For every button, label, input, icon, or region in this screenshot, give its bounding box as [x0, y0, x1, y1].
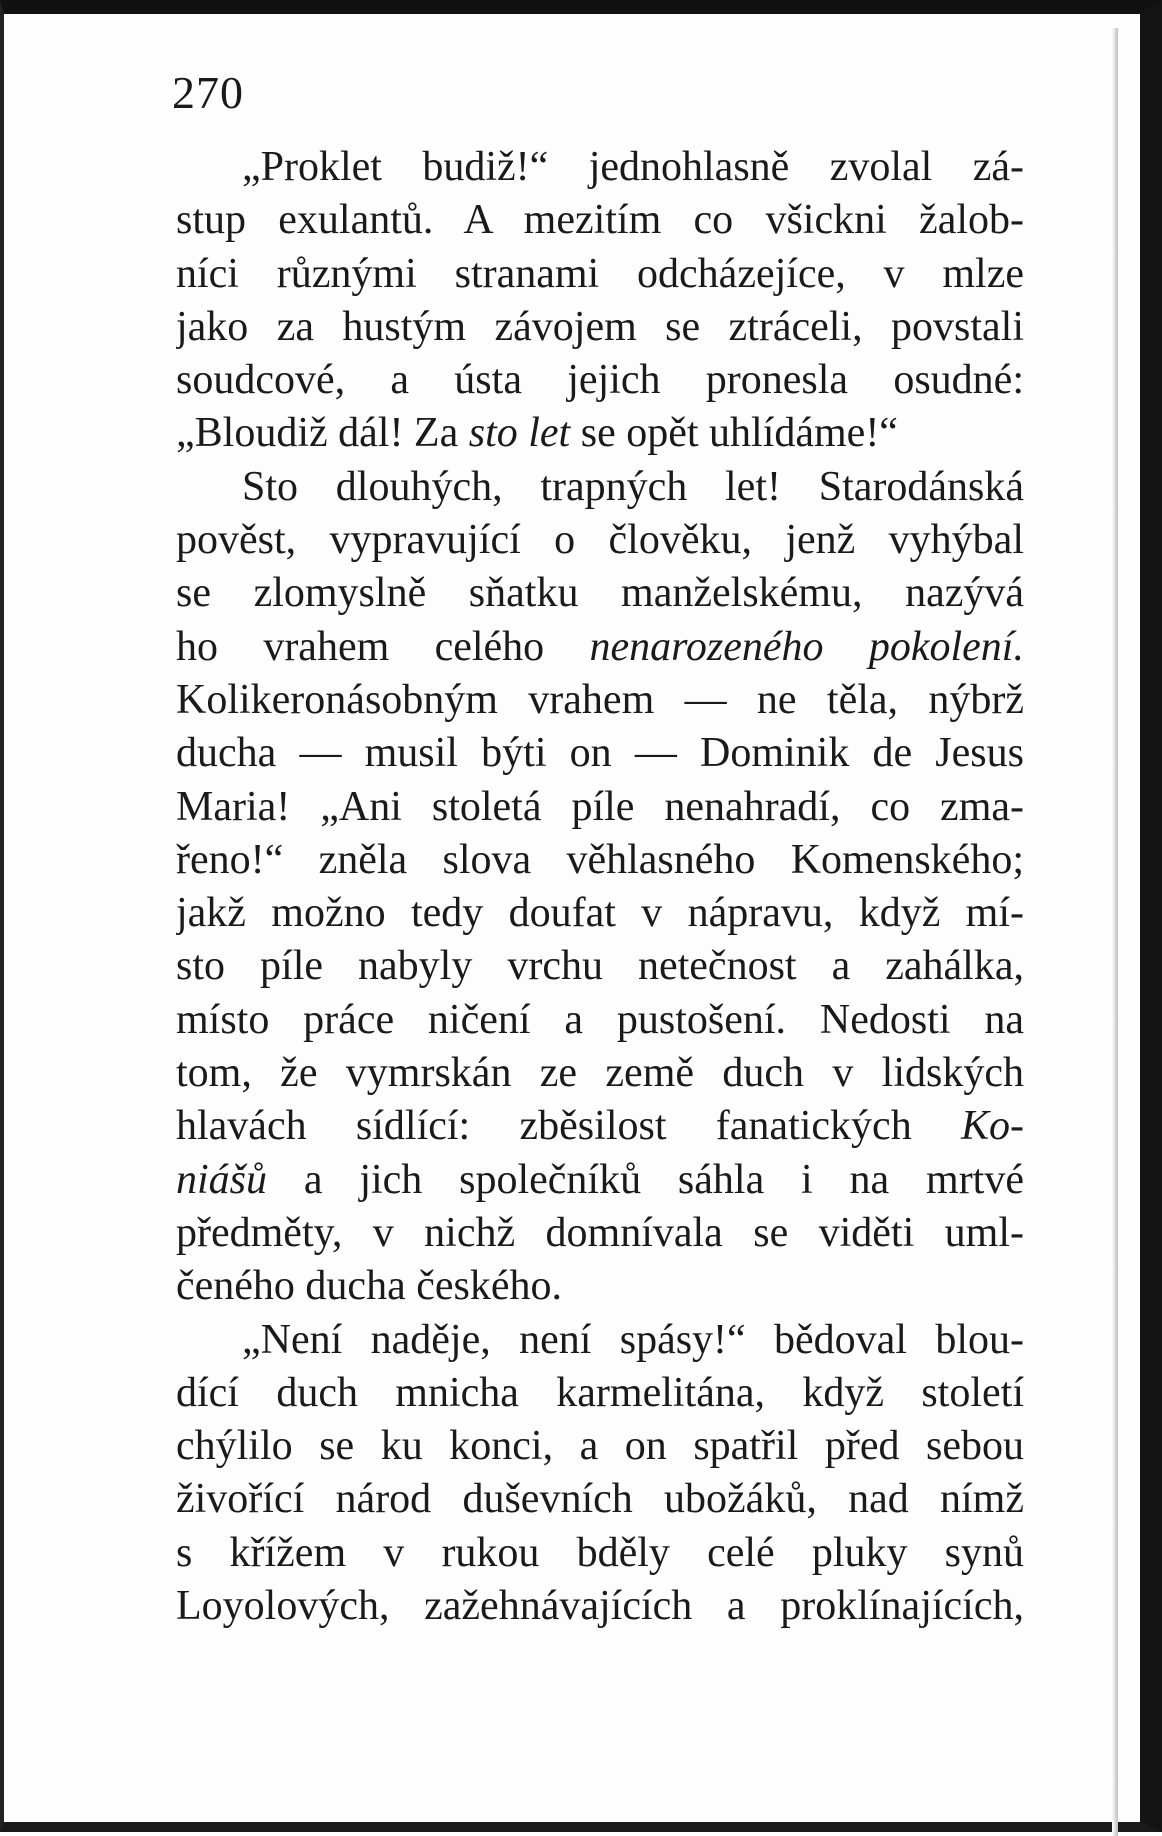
text-line [176, 1580, 1024, 1633]
text-run: „Bloudiž dál! Za [176, 410, 469, 457]
text-run: soudcové, a ústa jejich pronesla osudné: [176, 357, 1024, 404]
text-line [176, 248, 1024, 301]
text-line [176, 834, 1024, 887]
page-number: 270 [172, 67, 244, 118]
text-run: se zlomyslně sňatku manželskému, nazývá [176, 570, 1024, 617]
text-run: předměty, v nichž domnívala se viděti uml- [176, 1209, 1024, 1256]
text-line [176, 1314, 1024, 1367]
text-run: stup exulantů. A mezitím co všickni žalob- [176, 197, 1024, 244]
text-run: jako za hustým závojem se ztráceli, povstali [176, 303, 1024, 350]
text-line [176, 621, 1024, 674]
text-run: sto píle nabyly vrchu netečnost a zahálka, [176, 943, 1024, 990]
page-edge-shadow [1112, 28, 1118, 1836]
text-line [176, 1154, 1024, 1207]
text-run: „Není naděje, není spásy!“ bědoval blou- [242, 1316, 1024, 1363]
text-run: chýlilo se ku konci, a on spatřil před sebou [176, 1423, 1024, 1470]
italic-text: nenarozeného pokolení. [589, 623, 1024, 670]
text-line [176, 407, 1024, 460]
text-line [176, 301, 1024, 354]
text-run: tom, že vymrskán ze země duch v lidských [176, 1050, 1024, 1097]
text-run: ducha — musil býti on — Dominik de Jesus [176, 730, 1024, 777]
text-line [176, 1260, 1024, 1313]
text-run: dící duch mnicha karmelitána, když století [176, 1369, 1024, 1416]
italic-text: niášů [176, 1156, 268, 1203]
text-line [176, 461, 1024, 514]
text-run: se opět uhlídáme!“ [570, 410, 898, 457]
text-line [176, 354, 1024, 407]
text-run: Sto dlouhých, trapných let! Starodánská [242, 463, 1024, 510]
text-line [176, 194, 1024, 247]
text-line [176, 567, 1024, 620]
text-line [176, 1473, 1024, 1526]
text-line [176, 1100, 1024, 1153]
text-line [176, 727, 1024, 780]
text-run: jakž možno tedy doufat v nápravu, když mí- [176, 890, 1024, 937]
text-run: Kolikeronásobným vrahem — ne těla, nýbrž [176, 676, 1024, 723]
text-run: řeno!“ zněla slova věhlasného Komenského; [176, 836, 1024, 883]
text-line [176, 781, 1024, 834]
text-run: Maria! „Ani stoletá píle nenahradí, co zma- [176, 783, 1024, 830]
body-text [176, 141, 1024, 1633]
text-run: živořící národ duševních ubožáků, nad nímž [176, 1476, 1024, 1523]
text-line [176, 141, 1024, 194]
text-run: čeného ducha českého. [176, 1263, 562, 1310]
text-line [176, 674, 1024, 727]
text-run: ho vrahem celého [176, 623, 590, 670]
text-run: místo práce ničení a pustošení. Nedosti na [176, 996, 1024, 1043]
text-line [176, 1367, 1024, 1420]
text-line [176, 940, 1024, 993]
text-run: hlavách sídlící: zběsilost fanatických [176, 1103, 961, 1150]
text-run: níci různými stranami odcházejíce, v mlze [176, 250, 1024, 297]
text-line [176, 887, 1024, 940]
italic-text: sto let [468, 410, 571, 457]
text-line [176, 1047, 1024, 1100]
text-run: a jich společníků sáhla i na mrtvé [267, 1156, 1024, 1203]
italic-text: Ko- [961, 1103, 1024, 1150]
text-line [176, 994, 1024, 1047]
text-run: Loyolových, zažehnávajících a proklínajících, [176, 1583, 1024, 1630]
text-line [176, 1420, 1024, 1473]
text-run: pověst, vypravující o člověku, jenž vyhýbal [176, 517, 1024, 564]
text-line [176, 1527, 1024, 1580]
text-line [176, 1207, 1024, 1260]
text-run: s křížem v rukou bděly celé pluky synů [176, 1529, 1024, 1576]
text-run: „Proklet budiž!“ jednohlasně zvolal zá- [242, 144, 1024, 190]
text-line [176, 514, 1024, 567]
